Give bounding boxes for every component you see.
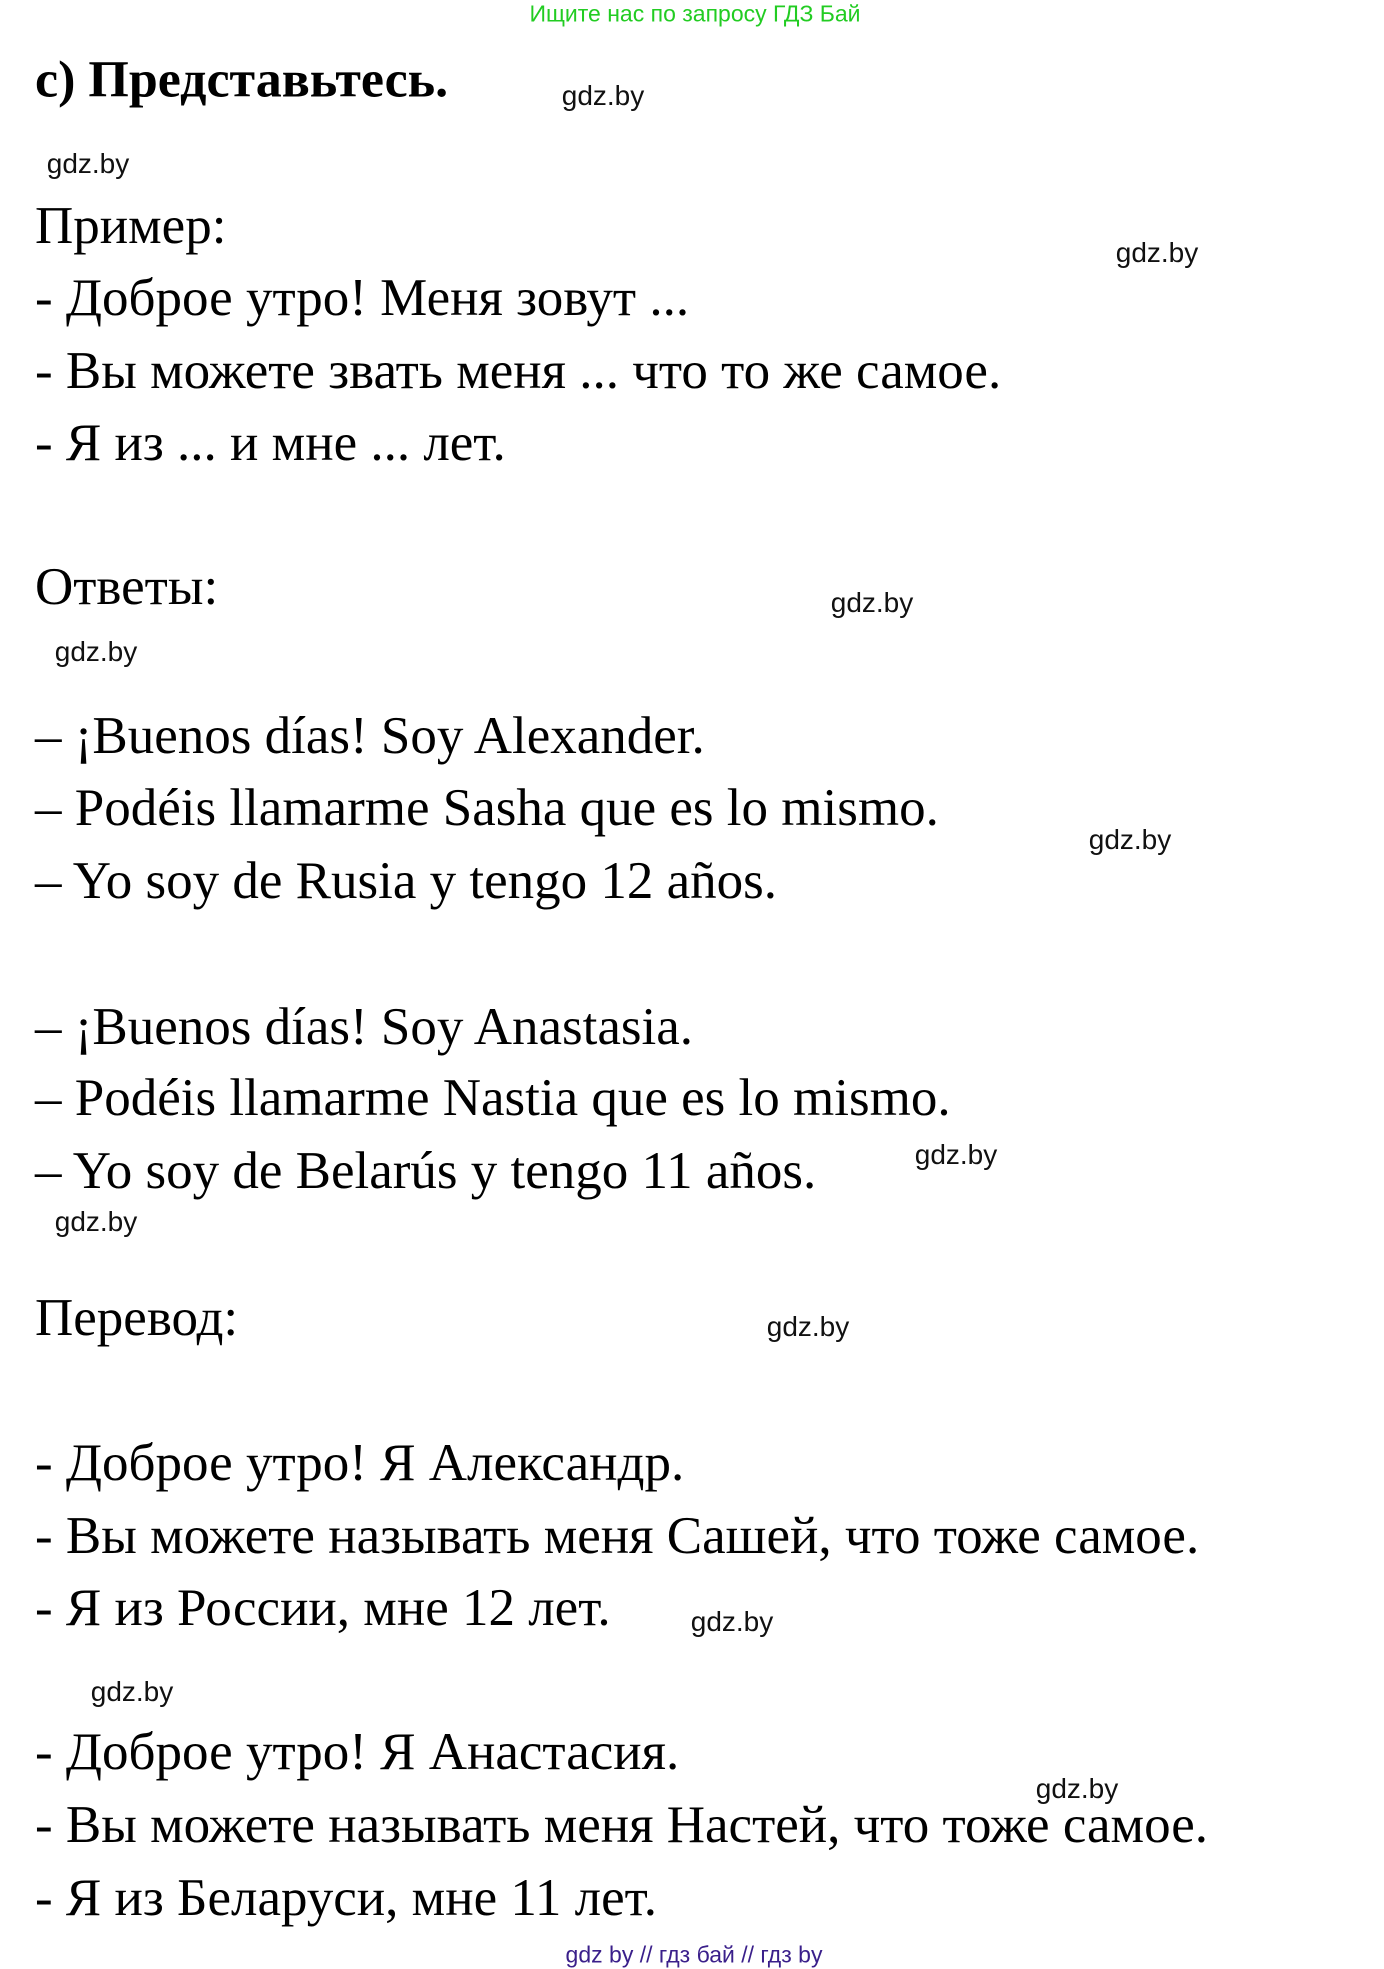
translation-line: - Я из Беларуси, мне 11 лет. [35, 1868, 658, 1927]
search-hint-banner: Ищите нас по запросу ГДЗ Бай [529, 0, 861, 27]
answer-line: – Yo soy de Belarús y tengo 11 años. [35, 1141, 817, 1200]
example-line: - Вы можете звать меня ... что то же самое. [35, 341, 1002, 400]
translation-line: - Вы можете называть меня Сашей, что тоже самое. [35, 1506, 1200, 1565]
answer-line: – Podéis llamarme Nastia que es lo mismo. [35, 1068, 951, 1127]
watermark: gdz.by [766, 1311, 850, 1342]
watermark: gdz.by [1088, 824, 1172, 855]
watermark: gdz.by [914, 1139, 998, 1170]
watermark: gdz.by [54, 636, 138, 667]
answer-line: – Podéis llamarme Sasha que es lo mismo. [35, 778, 939, 837]
answer-line: – ¡Buenos días! Soy Anastasia. [35, 997, 694, 1056]
watermark: gdz.by [54, 1206, 138, 1237]
watermark: gdz.by [1115, 237, 1199, 268]
translation-line: - Доброе утро! Я Александр. [35, 1433, 685, 1492]
answers-label: Ответы: [35, 557, 219, 616]
translation-line: - Я из России, мне 12 лет. [35, 1578, 611, 1637]
example-line: - Доброе утро! Меня зовут ... [35, 268, 690, 327]
watermark: gdz.by [561, 80, 645, 111]
translation-line: - Вы можете называть меня Настей, что тоже самое. [35, 1795, 1208, 1854]
answer-line: – ¡Buenos días! Soy Alexander. [35, 706, 705, 765]
translation-label: Перевод: [35, 1288, 239, 1347]
watermark: gdz.by [690, 1606, 774, 1637]
watermark: gdz.by [46, 148, 130, 179]
watermark: gdz.by [90, 1676, 174, 1707]
translation-line: - Доброе утро! Я Анастасия. [35, 1722, 680, 1781]
watermark: gdz.by [830, 587, 914, 618]
example-line: - Я из ... и мне ... лет. [35, 413, 506, 472]
answer-line: – Yo soy de Rusia y tengo 12 años. [35, 851, 778, 910]
watermark: gdz.by [1035, 1773, 1119, 1804]
footer-watermark: gdz by // гдз бай // гдз by [565, 1941, 823, 1968]
exercise-title: c) Представьтесь. [35, 51, 449, 109]
example-label: Пример: [35, 196, 227, 255]
